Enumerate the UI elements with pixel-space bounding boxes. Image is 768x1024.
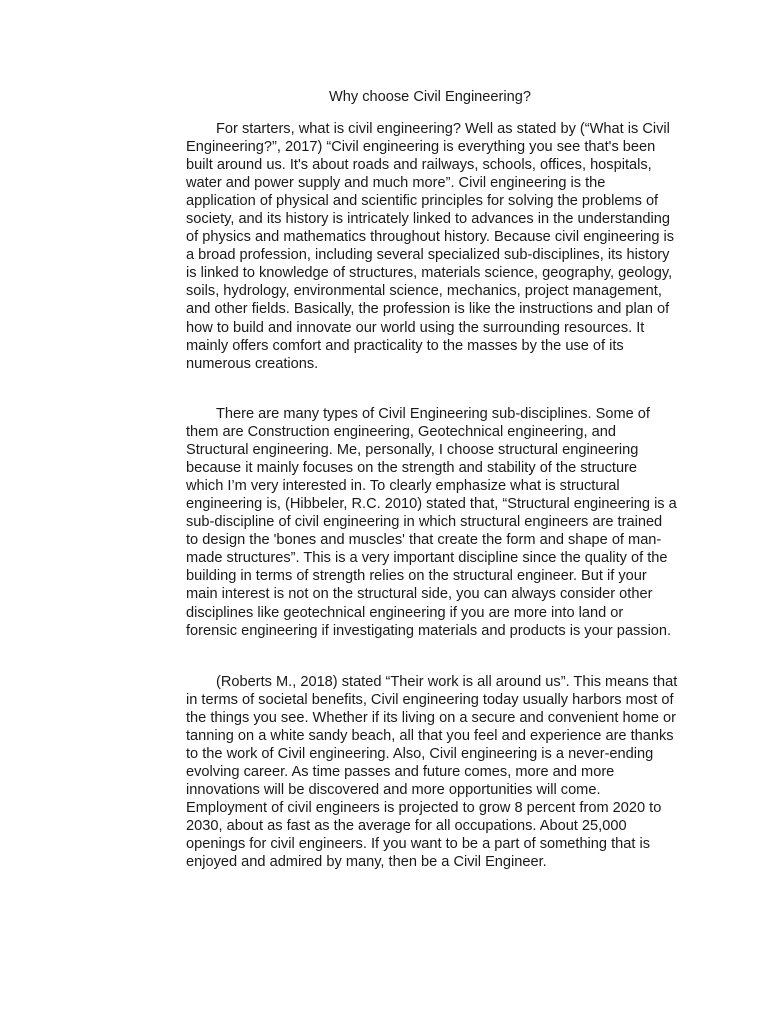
paragraph-sub-disciplines: There are many types of Civil Engineering sub-disciplines. Some of them are Construction engineering, Geotechnical engineering, and Structural engineering. Me, personally, I choose structural engineering because it mainly focuses on the strength and stability of the structure which I’m very interested in. To clearly emphasize what is structural engineering is, (Hibbeler, R.C. 2010) stated that, “Structural engineering is a sub-discipline of civil engineering in which structural engineers are trained to design the 'bones and muscles' that create the form and shape of man-made structures”. This is a very important discipline since the quality of the building in terms of strength relies on the structural engineer. But if your main interest is not on the structural side, you can always consider other disciplines like geotechnical engineering if you are more into land or forensic engineering if investigating materials and products is your passion. xyxy=(186,406,677,639)
paragraph-societal-benefits: (Roberts M., 2018) stated “Their work is all around us”. This means that in terms of societal benefits, Civil engineering today usually harbors most of the things you see. Whether if its living on a secure and convenient home or tanning on a white sandy beach, all that you feel and experience are thanks to the work of Civil engineering. Also, Civil engineering is a never-ending evolving career. As time passes and future comes, more and more innovations will be discovered and more opportunities will come. Employment of civil engineers is projected to grow 8 percent from 2020 to 2030, about as fast as the average for all occupations. About 25,000 openings for civil engineers. If you want to be a part of something that is enjoyed and admired by many, then be a Civil Engineer. xyxy=(186,674,678,871)
paragraph-intro: For starters, what is civil engineering? Well as stated by (“What is Civil Engineering?”, 2017) “Civil engineering is everything you see that's been built around us. It's about roads and railways, schools, offices, hospitals, water and power supply and much more”. Civil engineering is the application of physical and scientific principles for solving the problems of society, and its history is intricately linked to advances in the understanding of physics and mathematics throughout history. Because civil engineering is a broad profession, including several specialized sub-disciplines, its history is linked to knowledge of structures, materials science, geography, geology, soils, hydrology, environmental science, mechanics, project management, and other fields. Basically, the profession is like the instructions and plan of how to build and innovate our world using the surrounding resources. It mainly offers comfort and practicality to the masses by the use of its numerous creations. xyxy=(186,121,675,372)
document-title: Why choose Civil Engineering? xyxy=(329,89,531,105)
